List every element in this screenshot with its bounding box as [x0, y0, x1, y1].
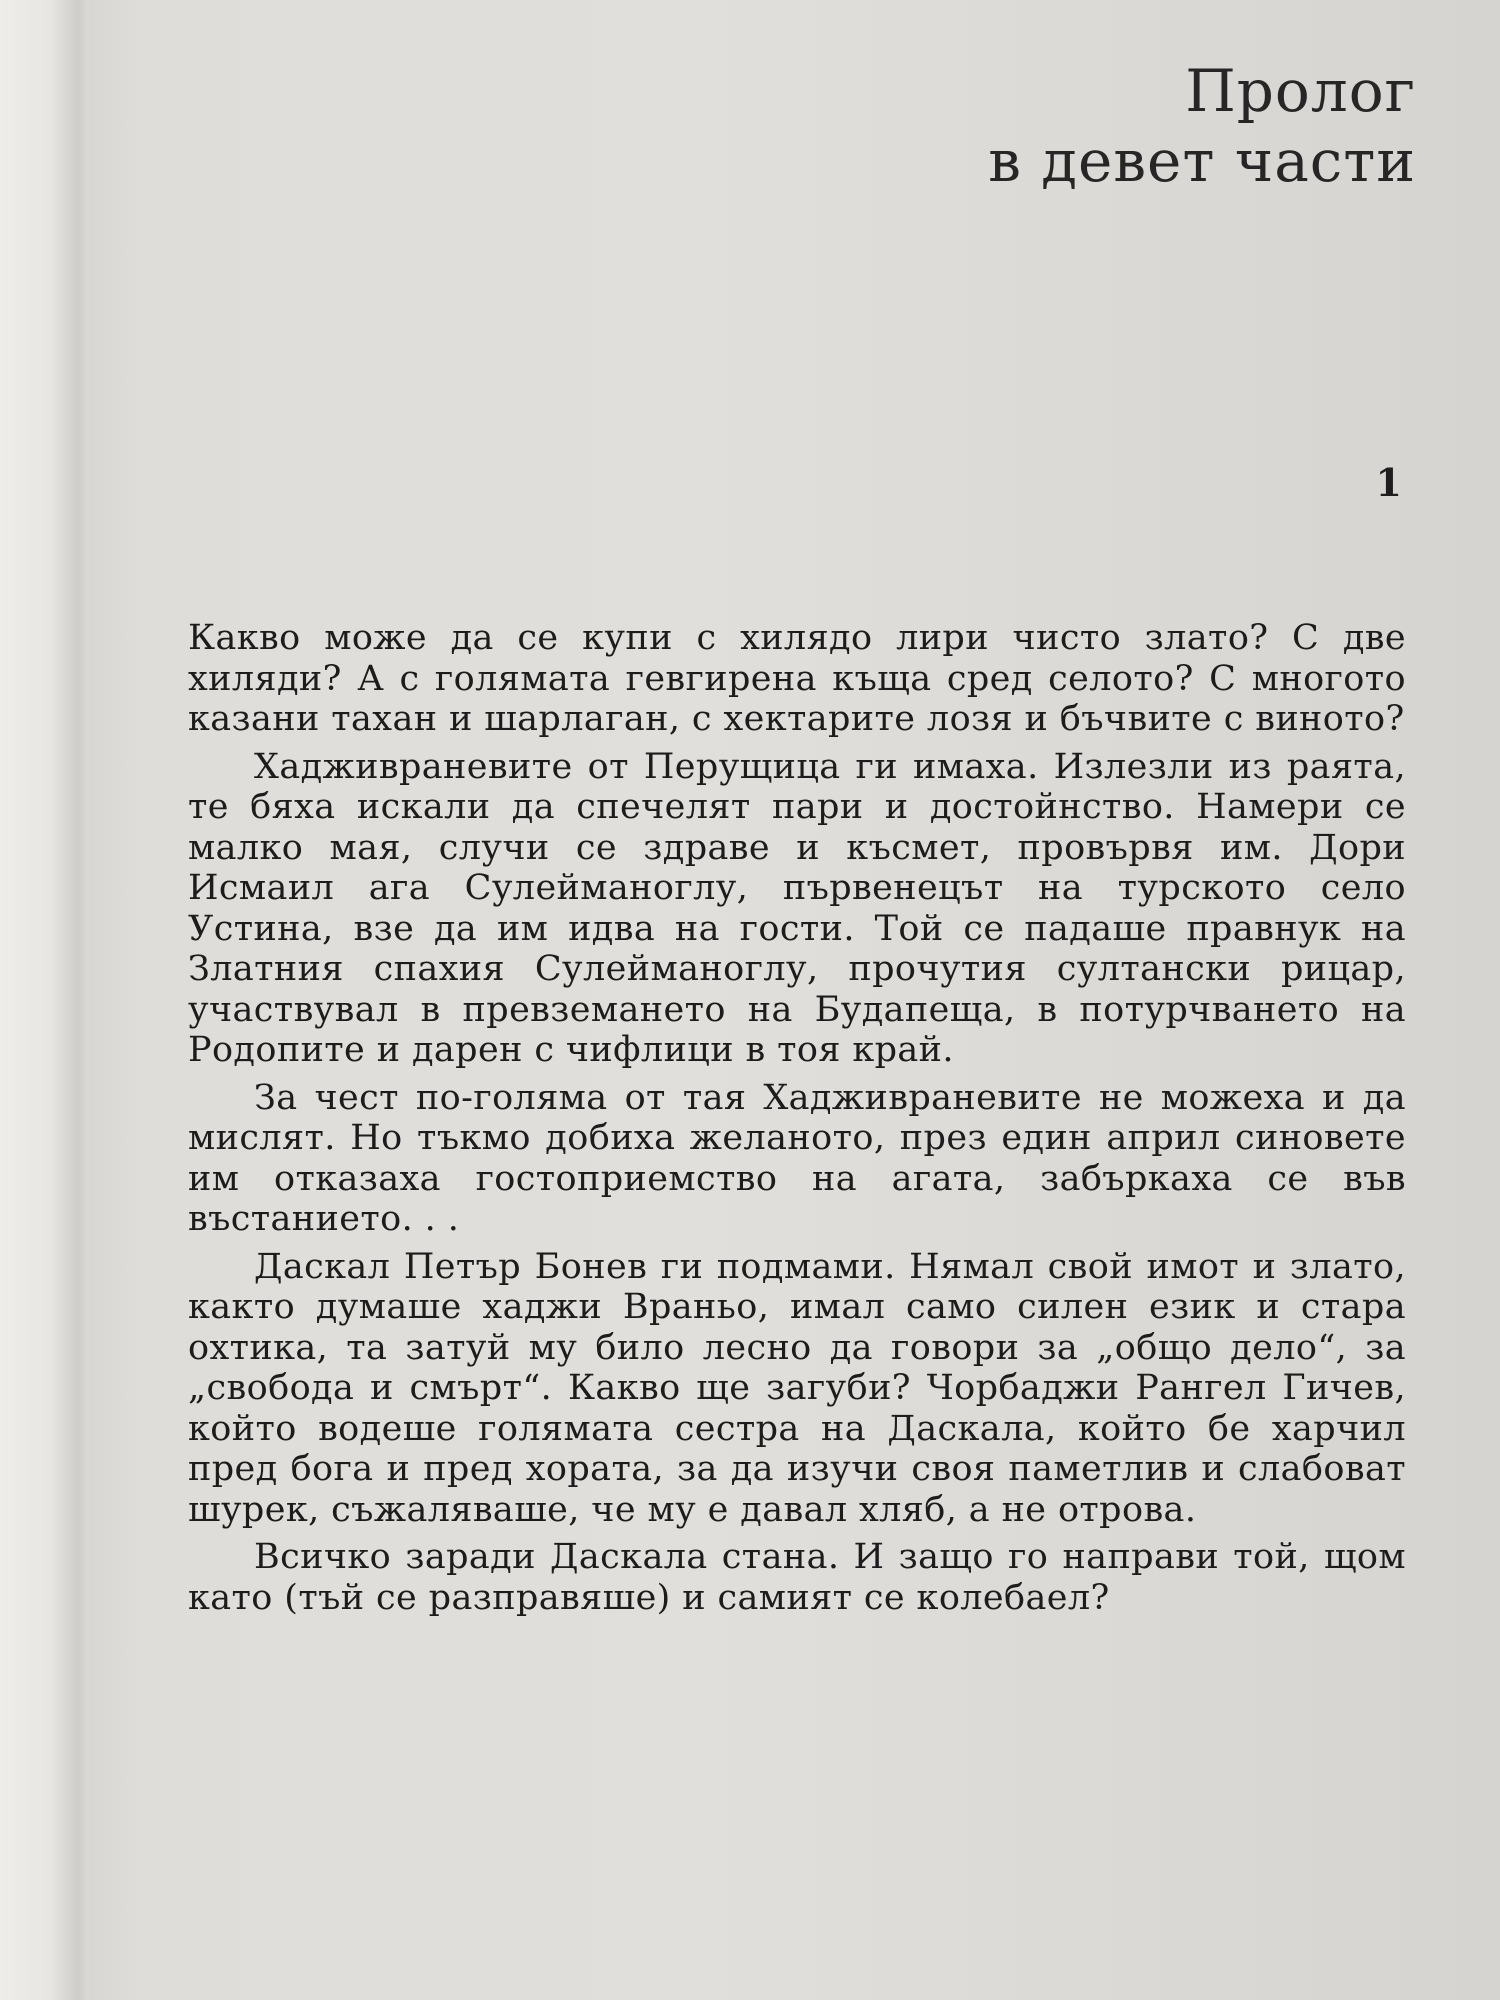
- paragraph: Хадживраневите от Перущица ги имаха. Излезли из раята, те бяха искали да спечелят пари и достойнство. Намери се малко мая, случи се здраве и късмет, провървя им. Дори Исмаил ага Сулейманоглу, първенецът на турското село Устина, взе да им идва на гости. Той се падаше правнук на Златния спахия Сулейманоглу, прочутия султански рицар, участвувал в превземането на Будапеща, в потурчването на Родопите и дарен с чифлици в тоя край.: [188, 746, 1406, 1070]
- paragraph: Всичко заради Даскала стана. И защо го направи той, щом като (тъй се разправяше) и самият се колебаел?: [188, 1537, 1406, 1618]
- body-text: [188, 618, 1406, 1625]
- chapter-heading: [988, 56, 1416, 196]
- heading-line-1: Пролог: [1185, 57, 1416, 125]
- paragraph: Даскал Петър Бонев ги подмами. Нямал свой имот и злато, както думаше хаджи Враньо, имал само силен език и стара охтика, та затуй му било лесно да говори за „общо дело“, за „свобода и смърт“. Какво ще загуби? Чорбаджи Рангел Гичев, който водеше голямата сестра на Даскала, който бе харчил пред бога и пред хората, за да изучи своя паметлив и слабоват шурек, съжаляваше, че му е давал хляб, а не отрова.: [188, 1246, 1406, 1530]
- paragraph: Какво може да се купи с хилядо лири чисто злато? С две хиляди? А с голямата гевгирена къща сред селото? С многото казани тахан и шарлаган, с хектарите лозя и бъчвите с виното?: [188, 618, 1406, 739]
- heading-line-2: в девет части: [988, 127, 1416, 195]
- paragraph: За чест по-голяма от тая Хадживраневите не можеха и да мислят. Но тъкмо добиха желаното, през един април синовете им отказаха гостоприемство на агата, забъркаха се във въстанието. . .: [188, 1077, 1406, 1239]
- chapter-number: 1: [1375, 460, 1402, 505]
- page-gutter: [0, 0, 85, 2000]
